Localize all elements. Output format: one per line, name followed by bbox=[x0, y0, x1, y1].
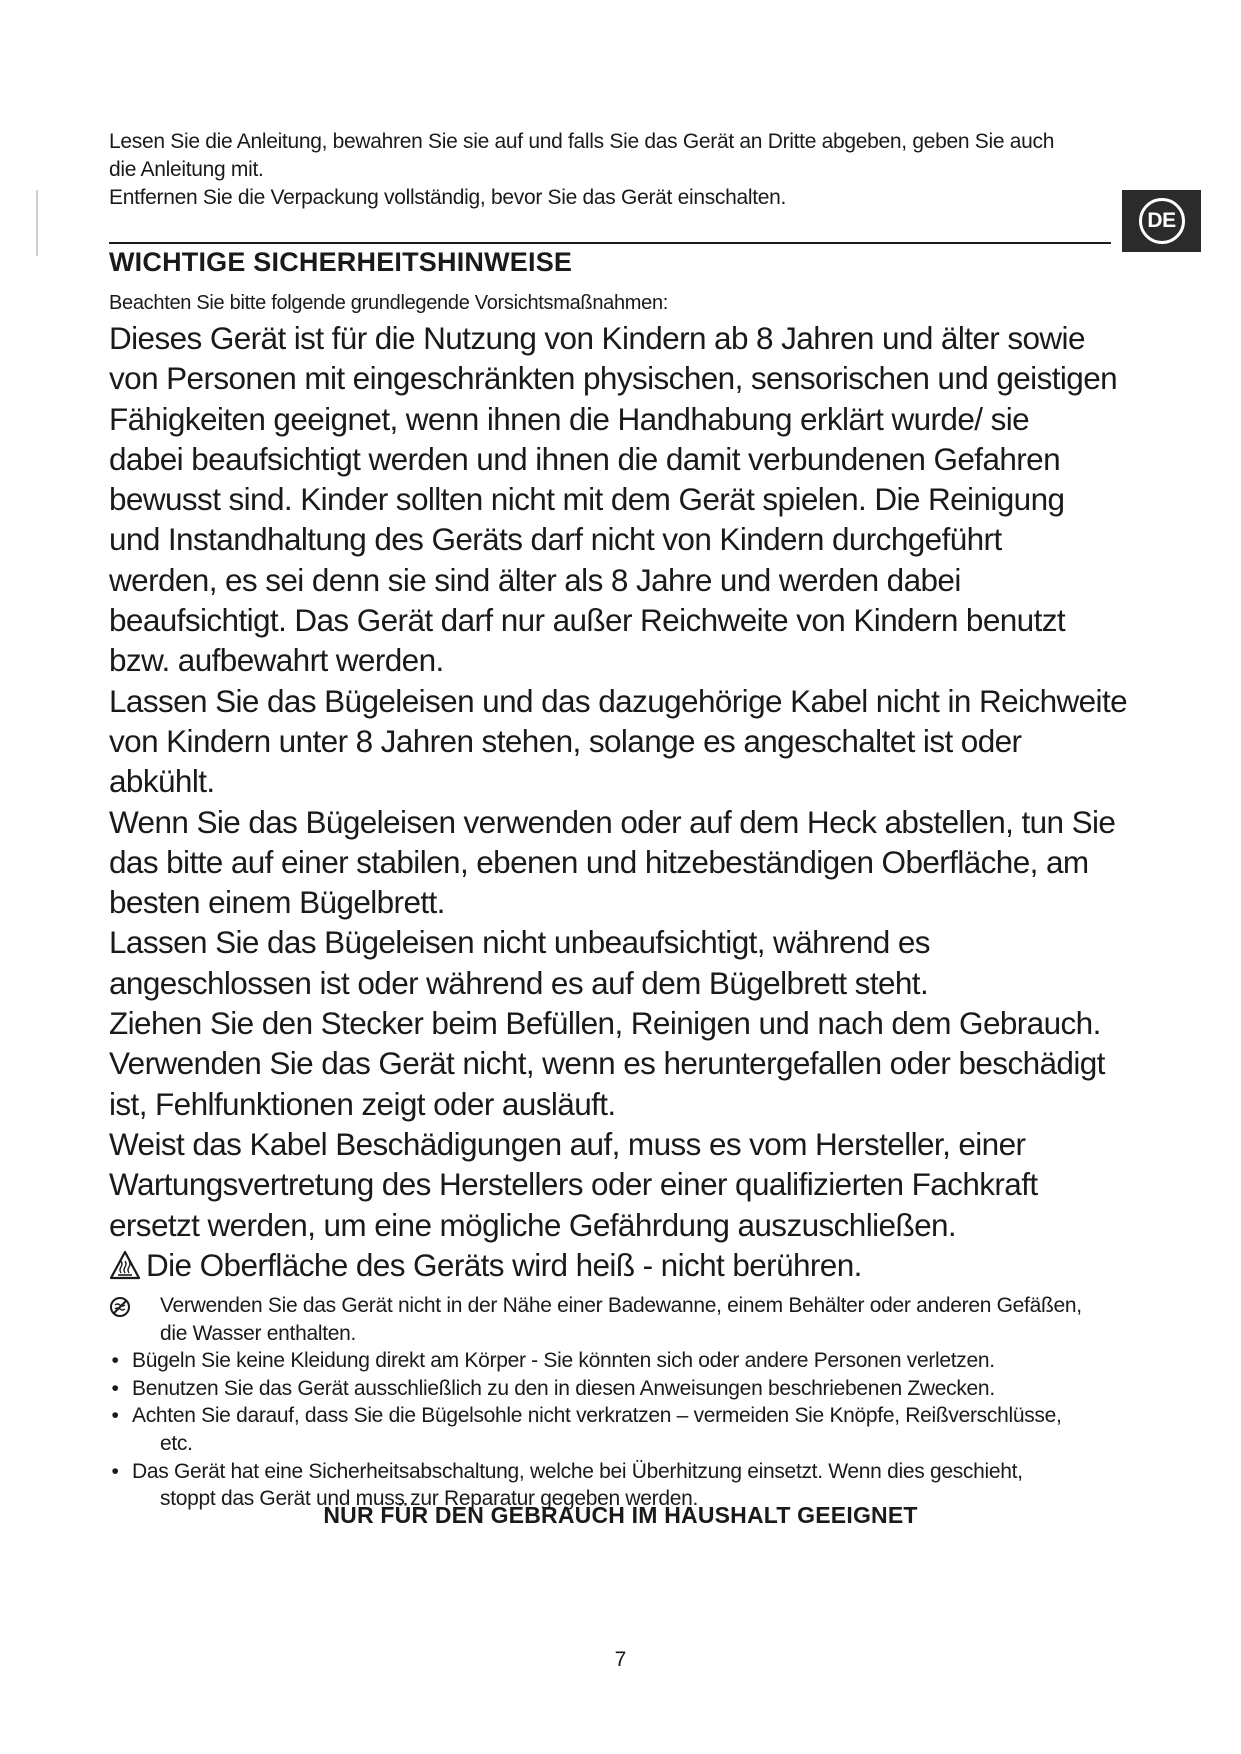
bullet-text: Benutzen Sie das Gerät ausschließlich zu den in diesen Anweisungen beschriebenen Zwecken. bbox=[132, 1376, 995, 1400]
hot-surface-warning-text: Die Oberfläche des Geräts wird heiß - nicht berühren. bbox=[146, 1246, 862, 1283]
safety-text bbox=[109, 318, 1129, 1285]
bullet-text: Bügeln Sie keine Kleidung direkt am Körper - Sie könnten sich oder andere Personen verletzen. bbox=[132, 1349, 995, 1373]
section-divider bbox=[109, 242, 1111, 244]
safety-line: das bitte auf einer stabilen, ebenen und hitzebeständigen Oberfläche, am bbox=[109, 843, 1089, 880]
language-tab bbox=[1122, 190, 1201, 252]
safety-line: Lassen Sie das Bügeleisen nicht unbeaufsichtigt, während es bbox=[109, 924, 930, 961]
safety-line: ist, Fehlfunktionen zeigt oder ausläuft. bbox=[109, 1085, 616, 1122]
bullet-text: Das Gerät hat eine Sicherheitsabschaltung, welche bei Überhitzung einsetzt. Wenn dies geschieht, bbox=[132, 1459, 1023, 1483]
bullet-continuation: etc. bbox=[160, 1431, 193, 1455]
bullet-continuation: stoppt das Gerät und muss zur Reparatur gegeben werden. bbox=[160, 1487, 698, 1511]
page-number: 7 bbox=[614, 1648, 627, 1671]
safety-line: werden, es sei denn sie sind älter als 8 Jahre und werden dabei bbox=[109, 561, 961, 598]
hot-surface-warning bbox=[109, 1245, 1129, 1285]
safety-line: bzw. aufbewahrt werden. bbox=[109, 642, 444, 679]
safety-line: ersetzt werden, um eine mögliche Gefährdung auszuschließen. bbox=[109, 1206, 957, 1243]
safety-line: Wartungsvertretung des Herstellers oder einer qualifizierten Fachkraft bbox=[109, 1166, 1038, 1203]
bullet-item bbox=[108, 1375, 1118, 1403]
bullet-marker: • bbox=[111, 1404, 119, 1428]
safety-line: von Personen mit eingeschränkten physischen, sensorischen und geistigen bbox=[109, 360, 1118, 397]
additional-notes bbox=[108, 1292, 1118, 1513]
bullet-marker: • bbox=[111, 1459, 119, 1483]
safety-line: Wenn Sie das Bügeleisen verwenden oder auf dem Heck abstellen, tun Sie bbox=[109, 803, 1116, 840]
note-text: Verwenden Sie das Gerät nicht in der Nähe einer Badewanne, einem Behälter oder anderen Gefäßen, bbox=[160, 1294, 1082, 1317]
intro-line: die Anleitung mit. bbox=[109, 158, 264, 181]
safety-line: angeschlossen ist oder während es auf dem Bügelbrett steht. bbox=[109, 964, 929, 1001]
safety-line: besten einem Bügelbrett. bbox=[109, 884, 445, 921]
safety-line: beaufsichtigt. Das Gerät darf nur außer Reichweite von Kindern benutzt bbox=[109, 602, 1066, 639]
bullet-item bbox=[108, 1347, 1118, 1375]
safety-line: Dieses Gerät ist für die Nutzung von Kindern ab 8 Jahren und älter sowie bbox=[109, 320, 1085, 356]
no-water-icon bbox=[109, 1296, 131, 1318]
safety-line: Ziehen Sie den Stecker beim Befüllen, Reinigen und nach dem Gebrauch. bbox=[109, 1005, 1101, 1042]
safety-line: abkühlt. bbox=[109, 763, 215, 800]
note-continuation: die Wasser enthalten. bbox=[160, 1321, 357, 1345]
section-title: WICHTIGE SICHERHEITSHINWEISE bbox=[109, 247, 573, 277]
bullet-text: Achten Sie darauf, dass Sie die Bügelsohle nicht verkratzen – vermeiden Sie Knöpfe, Reißverschlüsse, bbox=[132, 1404, 1062, 1428]
hot-surface-warning-icon bbox=[109, 1250, 141, 1280]
household-use-note: NUR FÜR DEN GEBRAUCH IM HAUSHALT GEEIGNET bbox=[323, 1502, 918, 1528]
margin-mark bbox=[36, 190, 38, 256]
safety-line: bewusst sind. Kinder sollten nicht mit dem Gerät spielen. Die Reinigung bbox=[109, 481, 1065, 518]
section-subtitle: Beachten Sie bitte folgende grundlegende Vorsichtsmaßnahmen: bbox=[109, 292, 669, 314]
bullet-item bbox=[108, 1402, 1118, 1430]
safety-line: Fähigkeiten geeignet, wenn ihnen die Handhabung erklärt wurde/ sie bbox=[109, 400, 1030, 437]
intro-line: Lesen Sie die Anleitung, bewahren Sie sie auf und falls Sie das Gerät an Dritte abgeben, geben Sie auch bbox=[109, 130, 1055, 153]
language-badge: DE bbox=[1139, 198, 1185, 244]
safety-line: dabei beaufsichtigt werden und ihnen die damit verbundenen Gefahren bbox=[109, 440, 1061, 477]
intro-text bbox=[109, 128, 1099, 212]
safety-line: und Instandhaltung des Geräts darf nicht von Kindern durchgeführt bbox=[109, 521, 1002, 558]
note-item bbox=[108, 1292, 1118, 1320]
bullet-marker: • bbox=[111, 1349, 119, 1373]
no-water-icon-wrap bbox=[108, 1292, 160, 1320]
safety-line: von Kindern unter 8 Jahren stehen, solange es angeschaltet ist oder bbox=[109, 722, 1022, 759]
intro-line: Entfernen Sie die Verpackung vollständig, bevor Sie das Gerät einschalten. bbox=[109, 186, 787, 209]
safety-line: Weist das Kabel Beschädigungen auf, muss es vom Hersteller, einer bbox=[109, 1125, 1026, 1162]
bullet-marker: • bbox=[111, 1376, 119, 1400]
safety-line: Verwenden Sie das Gerät nicht, wenn es heruntergefallen oder beschädigt bbox=[109, 1045, 1105, 1082]
bullet-item bbox=[108, 1458, 1118, 1486]
safety-line: Lassen Sie das Bügeleisen und das dazugehörige Kabel nicht in Reichweite bbox=[109, 682, 1128, 719]
